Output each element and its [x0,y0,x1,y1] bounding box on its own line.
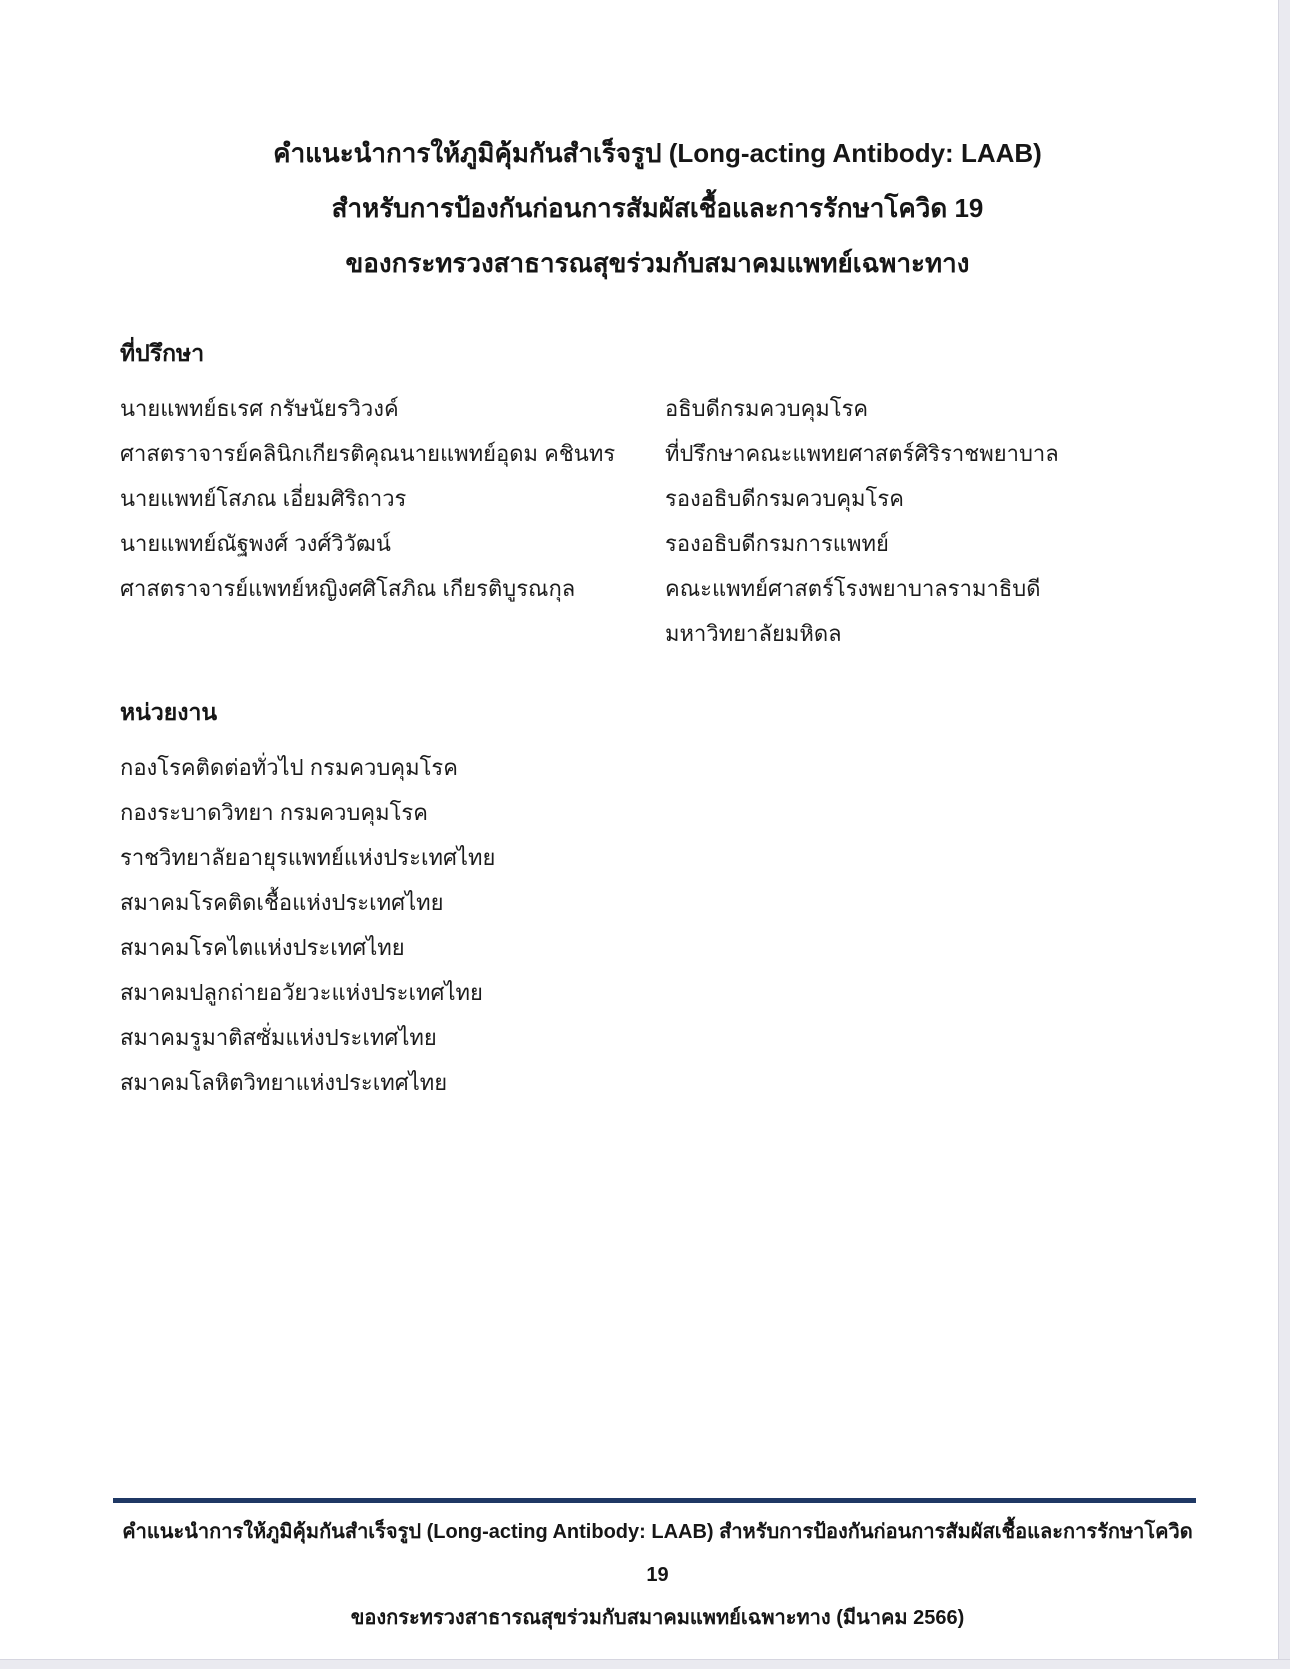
advisor-row [120,566,1195,656]
advisor-name: นายแพทย์ธเรศ กรัษนัยรวิวงค์ [120,396,399,421]
advisor-row [120,431,1195,476]
agencies-heading: หน่วยงาน [120,699,218,725]
agency-item: กองโรคติดต่อทั่วไป กรมควบคุมโรค [120,755,458,780]
footer-divider [113,1498,1196,1503]
agency-item: ราชวิทยาลัยอายุรแพทย์แห่งประเทศไทย [120,845,496,870]
document-title-line-2: สำหรับการป้องกันก่อนการสัมผัสเชื้อและการรักษาโควิด 19 [331,193,984,223]
advisor-row [120,521,1195,566]
page-edge-bottom [0,1659,1290,1669]
agency-item: สมาคมโรคติดเชื้อแห่งประเทศไทย [120,890,444,915]
advisors-heading: ที่ปรึกษา [120,340,205,366]
advisor-position: รองอธิบดีกรมการแพทย์ [665,531,889,556]
advisor-position-line-1: คณะแพทย์ศาสตร์โรงพยาบาลรามาธิบดี [665,576,1041,601]
document-title [120,126,1195,291]
advisor-position [665,566,1195,656]
advisors-list [120,386,1195,656]
advisor-name: ศาสตราจารย์คลินิกเกียรติคุณนายแพทย์อุดม คชินทร [120,441,616,466]
agencies-list [120,745,1195,1105]
agency-item: กองระบาดวิทยา กรมควบคุมโรค [120,800,428,825]
agency-item: สมาคมรูมาติสซั่มแห่งประเทศไทย [120,1025,437,1050]
page-footer [120,1511,1195,1640]
advisor-name: นายแพทย์ณัฐพงศ์ วงศ์วิวัฒน์ [120,531,391,556]
agency-item: สมาคมโลหิตวิทยาแห่งประเทศไทย [120,1070,448,1095]
advisor-position: รองอธิบดีกรมควบคุมโรค [665,486,904,511]
footer-line-2: ของกระทรวงสาธารณสุขร่วมกับสมาคมแพทย์เฉพาะทาง (มีนาคม 2566) [350,1607,965,1629]
advisor-name: นายแพทย์โสภณ เอี่ยมศิริถาวร [120,486,407,511]
advisor-position: ที่ปรึกษาคณะแพทยศาสตร์ศิริราชพยาบาล [665,441,1059,466]
document-title-line-3: ของกระทรวงสาธารณสุขร่วมกับสมาคมแพทย์เฉพาะทาง [345,248,970,278]
advisor-position: อธิบดีกรมควบคุมโรค [665,396,869,421]
advisor-row [120,476,1195,521]
agencies-section [120,690,1195,1105]
advisor-name: ศาสตราจารย์แพทย์หญิงศศิโสภิณ เกียรติบูรณกุล [120,576,576,601]
page-edge-right [1278,0,1290,1669]
advisor-row [120,386,1195,431]
document-title-line-1: คำแนะนำการให้ภูมิคุ้มกันสำเร็จรูป (Long-acting Antibody: LAAB) [273,138,1042,168]
advisors-section [120,331,1195,656]
agency-item: สมาคมปลูกถ่ายอวัยวะแห่งประเทศไทย [120,980,483,1005]
advisor-position-line-2: มหาวิทยาลัยมหิดล [665,621,842,646]
agency-item: สมาคมโรคไตแห่งประเทศไทย [120,935,405,960]
footer-line-1: คำแนะนำการให้ภูมิคุ้มกันสำเร็จรูป (Long-acting Antibody: LAAB) สำหรับการป้องกันก่อนการสัมผัสเชื้อและการรักษาโควิด 19 [122,1521,1193,1586]
